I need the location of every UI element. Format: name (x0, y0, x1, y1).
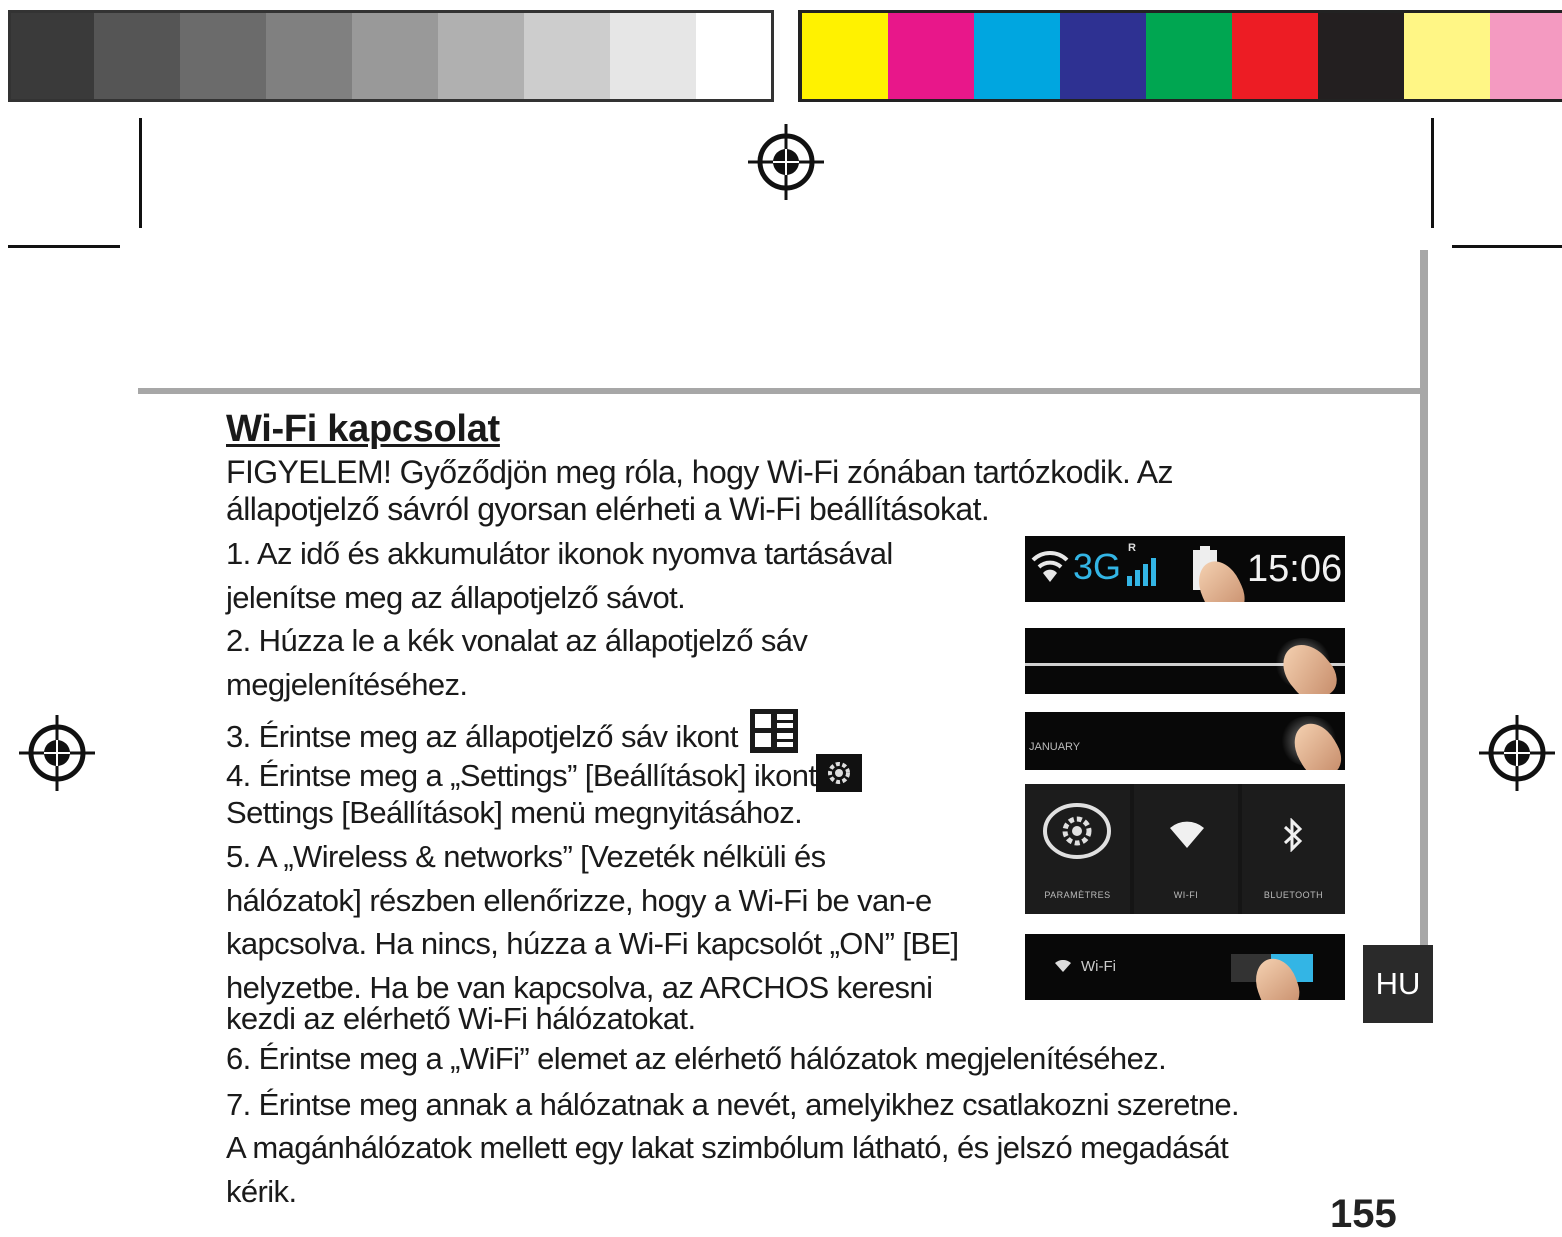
quick-settings-screenshot (1025, 784, 1345, 914)
settings-gear-icon (1042, 802, 1112, 860)
gray-swatch (94, 10, 180, 102)
step-7-text: A magánhálózatok mellett egy lakat szimbólum látható, és jelszó megadását (226, 1130, 1229, 1165)
magenta-swatch (888, 10, 974, 102)
gray-swatch (610, 10, 696, 102)
section-title: Wi-Fi kapcsolat (226, 408, 500, 450)
step-7-text: 7. Érintse meg annak a hálózatnak a nevét, amelyikhez csatlakozni szeretne. (226, 1087, 1240, 1122)
status-bar-screenshot (1025, 536, 1345, 602)
step-4-text: 4. Érintse meg a „Settings” [Beállítások] ikont (226, 758, 817, 793)
wifi-icon (1170, 820, 1204, 850)
calendar-month: JANUARY (1029, 741, 1081, 753)
step-3-line (226, 709, 798, 753)
settings-tile-label: PARAMÈTRES (1044, 890, 1111, 900)
pink-swatch (1490, 10, 1562, 102)
wifi-row-label: Wi-Fi (1081, 958, 1116, 975)
bluetooth-tile-label: BLUETOOTH (1263, 890, 1324, 900)
step-5-text: 5. A „Wireless & networks” [Vezeték nélküli és (226, 839, 826, 874)
settings-tile (1025, 784, 1130, 914)
step-5-text: kezdi az elérhető Wi-Fi hálózatokat. (226, 1001, 696, 1036)
bluetooth-tile (1242, 784, 1345, 914)
cell-signal-icon (1127, 556, 1157, 586)
yellow-swatch (802, 10, 888, 102)
blue-swatch (1060, 10, 1146, 102)
gray-swatch (696, 10, 774, 102)
wifi-icon (1055, 960, 1071, 972)
page-side-rule (1420, 250, 1428, 950)
gray-swatch (524, 10, 610, 102)
intro-text: FIGYELEM! Győződjön meg róla, hogy Wi-Fi zónában tartózkodik. Az (226, 454, 1173, 490)
step-5-text: hálózatok] részben ellenőrizze, hogy a Wi-Fi be van-e (226, 883, 932, 918)
bluetooth-icon (1282, 818, 1304, 852)
roaming-indicator: R (1128, 542, 1136, 554)
green-swatch (1146, 10, 1232, 102)
registration-mark-icon (748, 124, 824, 200)
pull-down-line-screenshot (1025, 628, 1345, 694)
step-5-text: helyzetbe. Ha be van kapcsolva, az ARCHOS keresni (226, 970, 933, 1005)
step-7-text: kérik. (226, 1174, 297, 1209)
page-top-rule (138, 388, 1424, 394)
crop-mark (1452, 245, 1562, 248)
gray-swatch (180, 10, 266, 102)
gray-swatch (266, 10, 352, 102)
language-tab: HU (1363, 945, 1433, 1023)
notification-panel-screenshot (1025, 712, 1345, 770)
registration-mark-icon (1479, 715, 1555, 791)
step-4-line (226, 754, 862, 792)
wifi-tile-label: WI-FI (1173, 890, 1199, 900)
crop-mark (1431, 118, 1434, 228)
intro-text: állapotjelző sávról gyorsan elérheti a Wi-Fi beállításokat. (226, 491, 990, 527)
light-yellow-swatch (1404, 10, 1490, 102)
page-number: 155 (1330, 1192, 1397, 1236)
step-5-text: kapcsolva. Ha nincs, húzza a Wi-Fi kapcsolót „ON” [BE] (226, 926, 959, 961)
wifi-signal-icon (1031, 550, 1069, 584)
step-2-text: megjelenítéséhez. (226, 667, 468, 702)
step-6-text: 6. Érintse meg a „WiFi” elemet az elérhető hálózatok megjelenítéséhez. (226, 1041, 1167, 1076)
red-swatch (1232, 10, 1318, 102)
status-bar-icon (750, 709, 798, 753)
cyan-swatch (974, 10, 1060, 102)
settings-gear-icon (816, 754, 862, 792)
black-swatch (1318, 10, 1404, 102)
wifi-tile (1134, 784, 1238, 914)
network-type: 3G (1073, 546, 1122, 587)
crop-mark (139, 118, 142, 228)
registration-mark-icon (19, 715, 95, 791)
clock: 15:06 (1247, 548, 1343, 590)
wifi-toggle-screenshot (1025, 934, 1345, 1000)
gray-swatch (8, 10, 94, 102)
gray-swatch (352, 10, 438, 102)
crop-mark (8, 245, 120, 248)
step-2-text: 2. Húzza le a kék vonalat az állapotjelző sáv (226, 623, 808, 658)
step-4-text: Settings [Beállítások] menü megnyitásához. (226, 795, 803, 830)
step-1-text: 1. Az idő és akkumulátor ikonok nyomva tartásával (226, 536, 893, 571)
step-3-text: 3. Érintse meg az állapotjelző sáv ikont (226, 719, 738, 754)
step-1-text: jelenítse meg az állapotjelző sávot. (226, 580, 686, 615)
gray-swatch (438, 10, 524, 102)
